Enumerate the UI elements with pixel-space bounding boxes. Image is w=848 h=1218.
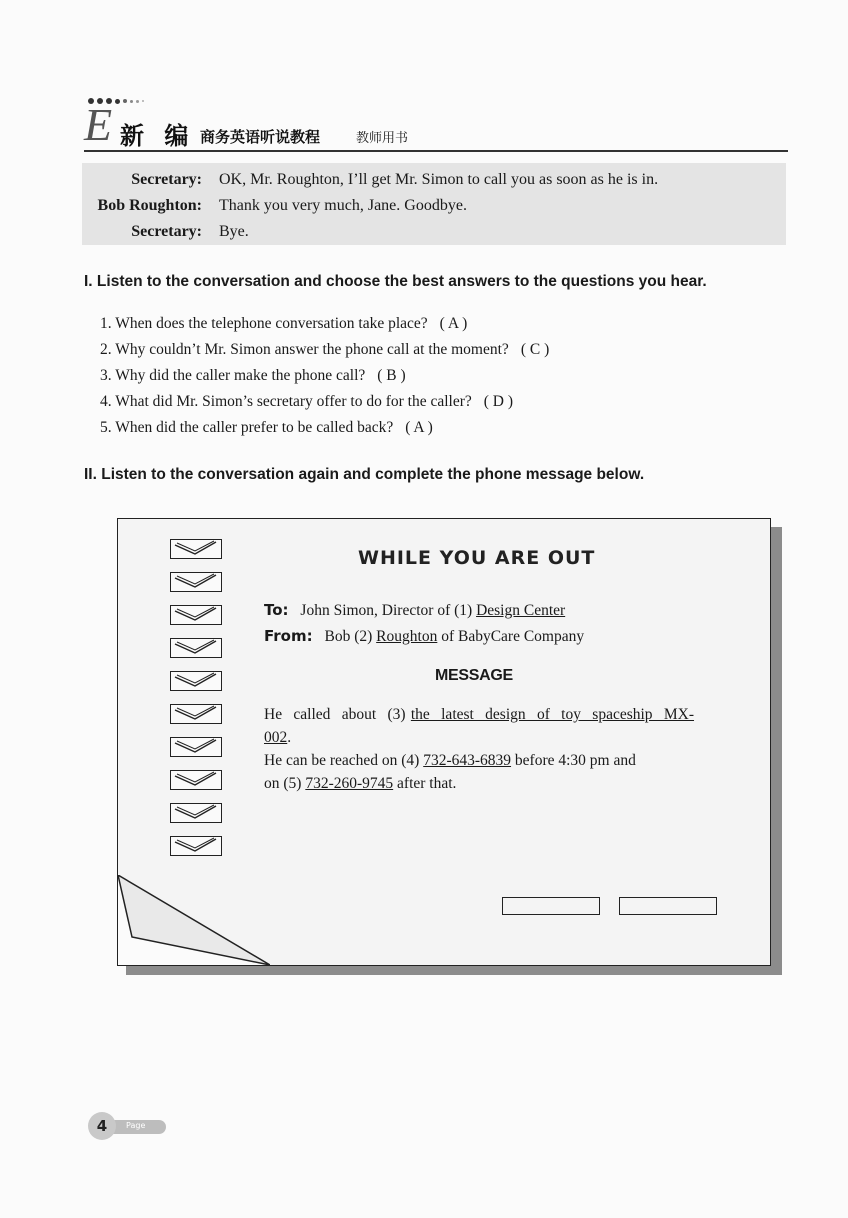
memo-checkbox[interactable] [170,704,222,724]
section-two-heading: II. Listen to the conversation again and complete the phone message below. [84,466,645,483]
memo-checkbox[interactable] [170,737,222,757]
header-divider [84,150,788,152]
reach-line [264,749,694,772]
from-label: From: [264,627,313,645]
question-list [100,311,740,441]
page-word: Page [126,1121,146,1130]
checkmark-icon [171,606,220,623]
from-suffix: of BabyCare Company [441,628,585,645]
memo-checkbox[interactable] [170,539,222,559]
checkmark-icon [171,672,220,689]
dialogue-box [82,163,786,245]
question-item [100,337,740,363]
about-answer: the latest design of toy spaceship MX-002 [264,706,695,746]
after-prefix: on (5) [264,775,302,792]
question-answer: ( A ) [439,315,468,332]
section-one-heading: I. Listen to the conversation and choose the best answers to the questions you hear. [84,273,707,290]
memo-checkbox[interactable] [170,638,222,658]
memo-checkbox[interactable] [170,572,222,592]
question-text: 1. When does the telephone conversation take place? [100,315,428,332]
question-item [100,415,740,441]
question-answer: ( A ) [405,419,433,436]
after-answer: 732-260-9745 [305,775,394,792]
folded-corner [118,875,270,965]
checkmark-icon [171,639,220,656]
memo-checkbox[interactable] [170,671,222,691]
memo-checkbox[interactable] [170,836,222,856]
from-answer: Roughton [376,628,438,645]
checkmark-icon [171,738,220,755]
memo-to-line [264,601,565,620]
speech-text: OK, Mr. Roughton, I’ll get Mr. Simon to call you as soon as he is in. [219,171,659,188]
memo-checkbox[interactable] [170,770,222,790]
book-subtitle: 教师用书 [356,131,409,146]
question-item [100,311,740,337]
memo-checkbox[interactable] [170,605,222,625]
checkmark-icon [171,540,220,557]
question-text: 4. What did Mr. Simon’s secretary offer to do for the caller? [100,393,472,410]
to-label: To: [264,601,289,619]
page-number-badge [88,1112,166,1140]
reach-prefix: He can be reached on (4) [264,752,420,769]
checkmark-icon [171,837,220,854]
checkmark-icon [171,771,220,788]
after-line [264,772,694,795]
memo-checkbox-column [170,539,222,869]
checkmark-icon [171,804,220,821]
speaker-name: Secretary: [131,171,202,188]
memo-from-line [264,627,584,646]
question-text: 5. When did the caller prefer to be called back? [100,419,394,436]
memo-checkbox[interactable] [170,803,222,823]
speaker-name: Secretary: [131,223,202,240]
question-text: 3. Why did the caller make the phone call? [100,367,366,384]
message-body [264,703,694,795]
question-answer: ( B ) [377,367,406,384]
reach-answer: 732-643-6839 [423,752,512,769]
series-logo-letter: E [84,99,113,150]
series-name: 新 编 [120,122,195,150]
about-suffix: . [287,729,292,746]
to-prefix: John Simon, Director of (1) [300,602,473,619]
to-answer: Design Center [476,602,566,619]
question-item [100,389,740,415]
page-number: 4 [88,1112,116,1140]
memo-button-right[interactable] [619,897,717,915]
after-suffix: after that. [397,775,457,792]
about-line [264,703,694,749]
question-answer: ( D ) [483,393,514,410]
page-header [84,92,788,152]
message-label: MESSAGE [435,667,513,684]
question-item [100,363,740,389]
from-prefix: Bob (2) [324,628,373,645]
reach-suffix: before 4:30 pm and [514,752,636,769]
speech-text: Thank you very much, Jane. Goodbye. [219,197,467,214]
question-answer: ( C ) [520,341,550,358]
checkmark-icon [171,573,220,590]
phone-message-memo [117,518,771,966]
book-title: 商务英语听说教程 [200,128,321,146]
memo-button-left[interactable] [502,897,600,915]
speaker-name: Bob Roughton: [97,197,202,214]
checkmark-icon [171,705,220,722]
question-text: 2. Why couldn’t Mr. Simon answer the phone call at the moment? [100,341,509,358]
about-prefix: He called about (3) [264,706,406,723]
speech-text: Bye. [219,223,249,240]
memo-title: WHILE YOU ARE OUT [358,547,596,569]
